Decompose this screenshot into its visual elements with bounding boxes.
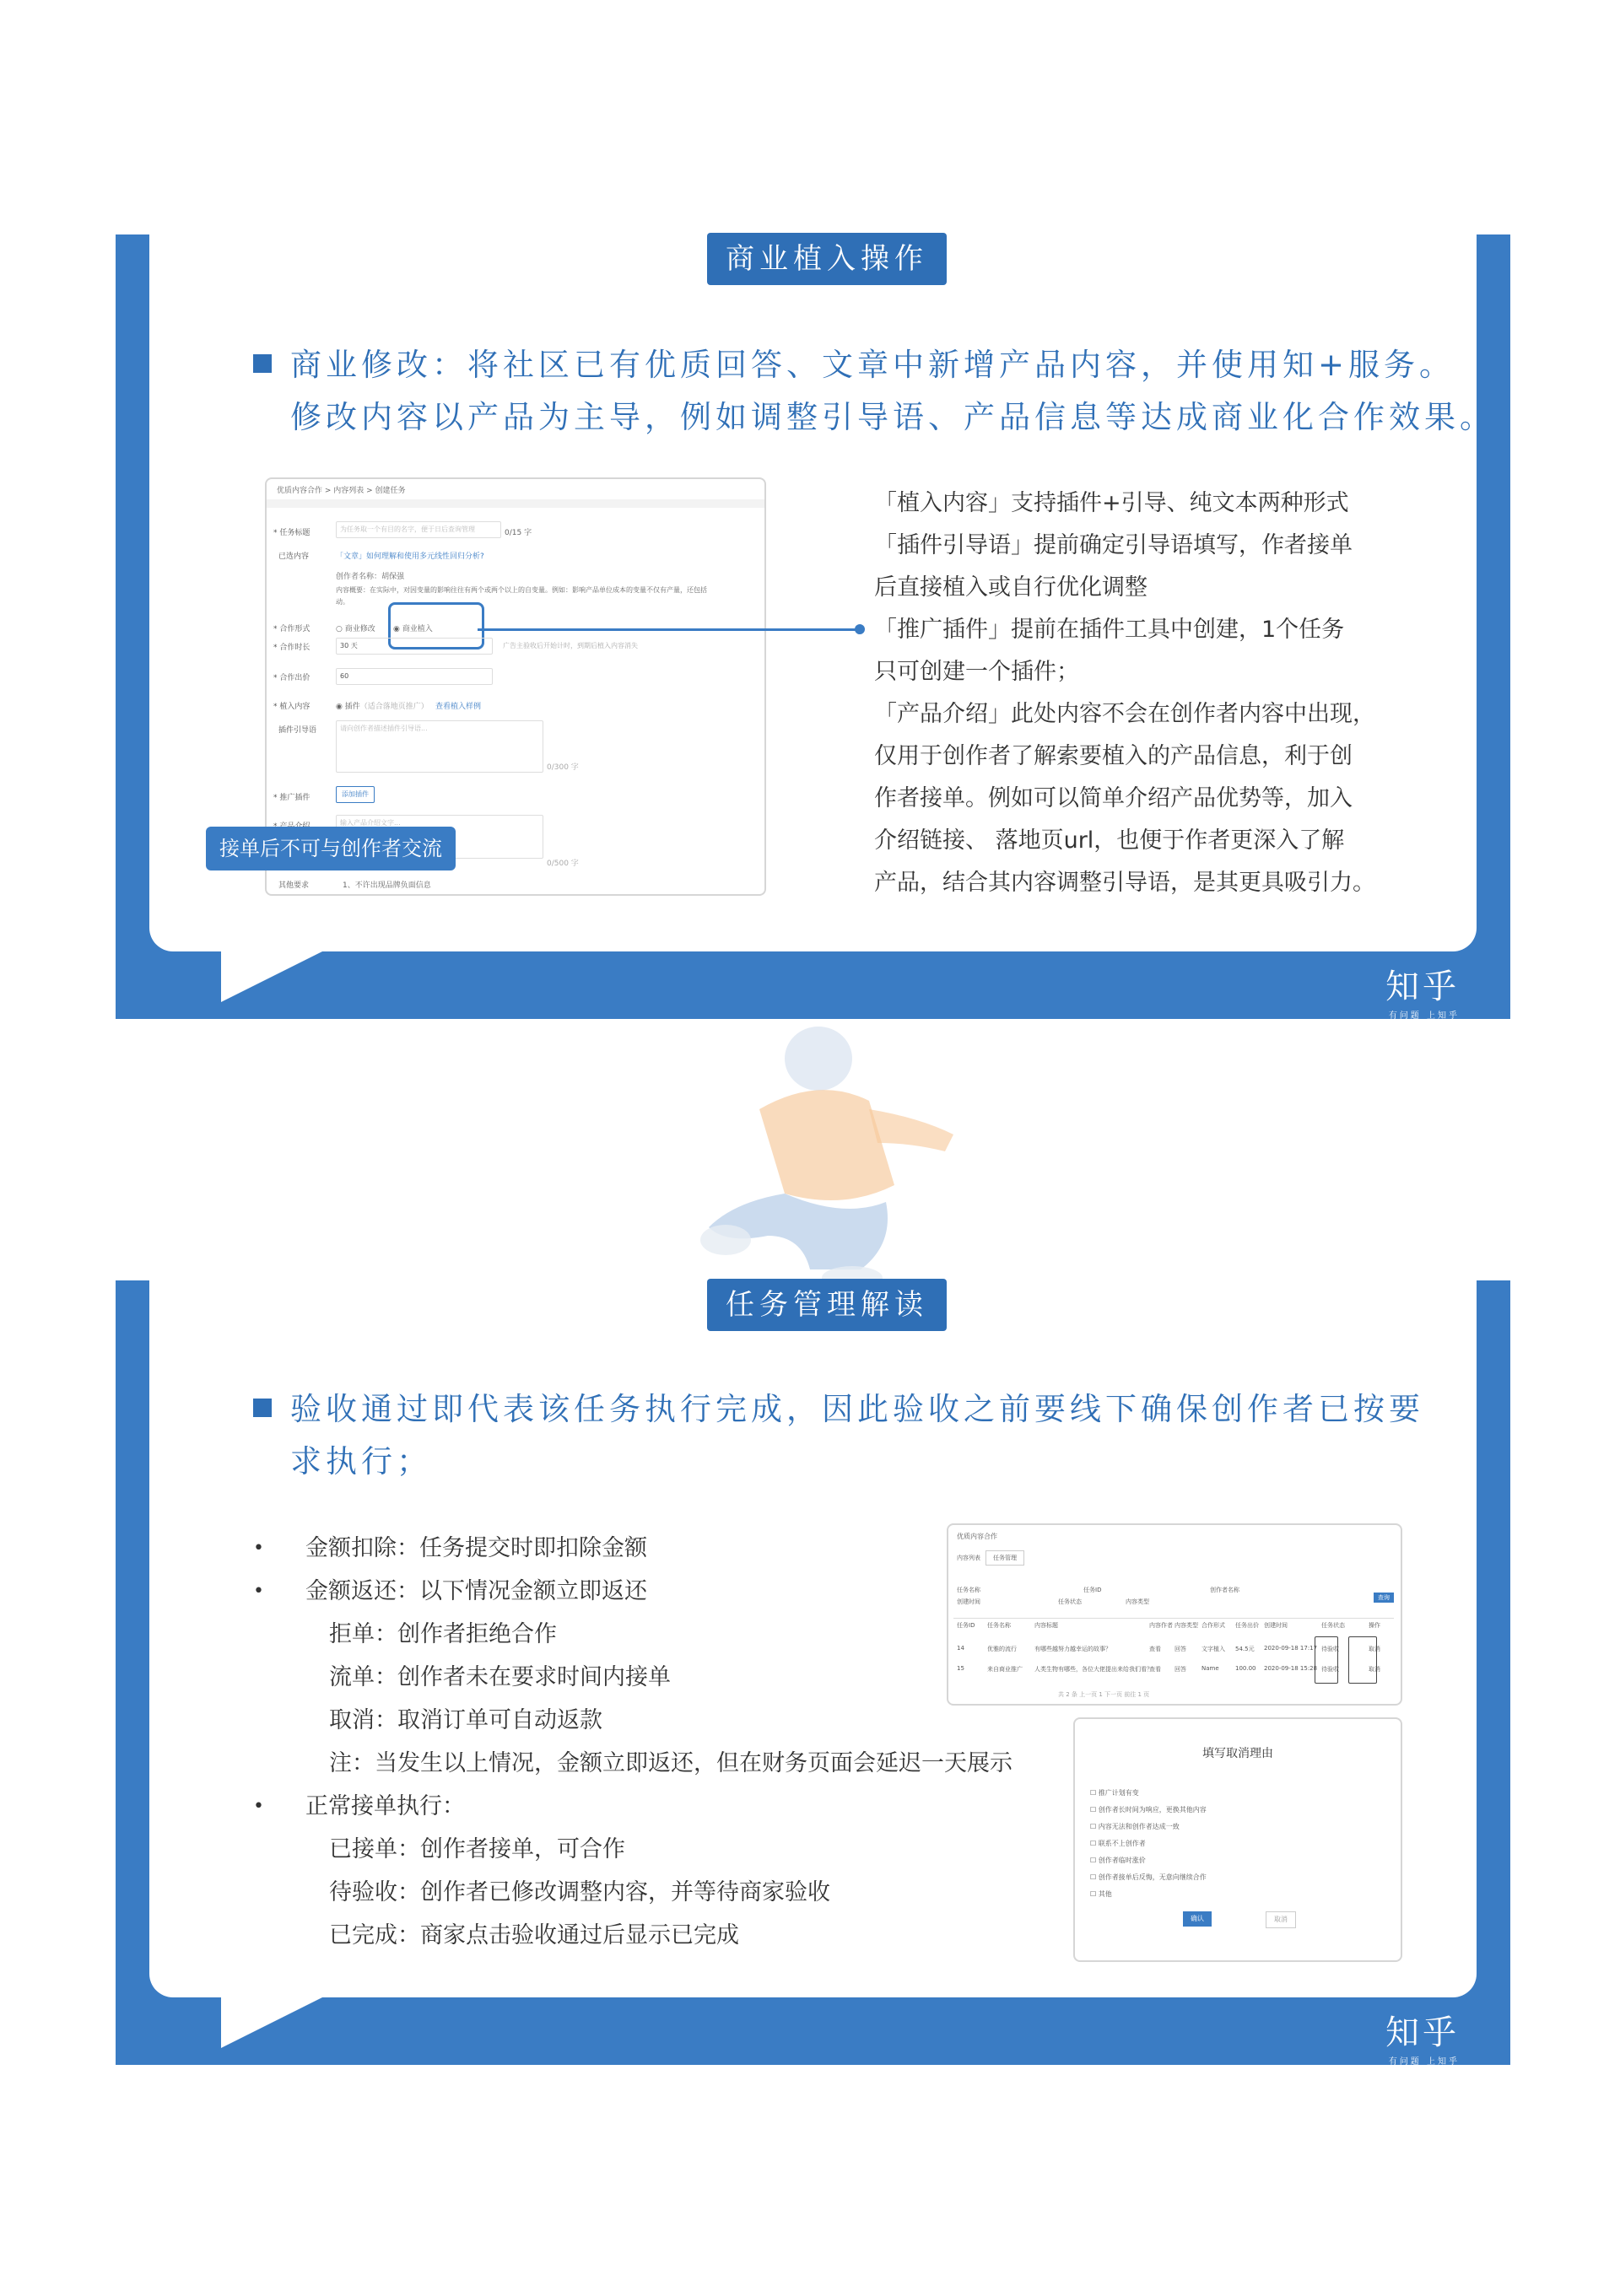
filter-task-status: 任务状态 (1058, 1598, 1082, 1605)
heading-bullet-icon (253, 354, 272, 373)
connector-line (478, 628, 859, 631)
connector-dot-icon (855, 624, 865, 634)
mock-title-input: 为任务取一个有目的名字，便于日后查询管理 (336, 521, 501, 538)
section1-heading: 商业修改：将社区已有优质回答、文章中新增产品内容，并使用知+服务。 修改内容以产品为主导，例如调整引导语、产品信息等达成商业化合作效果。 (253, 339, 1495, 444)
mock-label-duration: * 合作时长 (273, 644, 310, 652)
table-row: 14 优雅的流行 有哪些越努力越幸运的故事？ 查看 回答 文字植入 54.5元 2020-09-18 17:17 待验收 取消 (957, 1645, 1380, 1652)
section1-description: 「植入内容」支持插件+引导、纯文本两种形式 「插件引导语」提前确定引导语填写，作者接单 后直接植入或自行优化调整 「推广插件」提前在插件工具中创建，1个任务 只可创建一个插件； 「产品介绍」此处内容不会在创作者内容中出现， 仅用于创作者了解索要植入的产品信息，利于创 作者接单。例如可以简单介绍产品优势等，加入 介绍链接、 落地页url，也便于作者更深入了解 产品，结合其内容调整引导语，是其更具吸引力。 (874, 490, 1375, 896)
section2-bubble-tail (221, 1997, 322, 2048)
table-row: 15 来自商业推广 人类生物有哪些，各位大佬提出来给我们看？ 查看 回答 Name 100.00 2020-09-18 15:28 待验收 取消 (957, 1665, 1380, 1673)
mock-label-other: 其他要求 (278, 881, 310, 890)
filter-content-type: 内容类型 (1126, 1598, 1149, 1605)
mock-table-title: 优质内容合作 (957, 1533, 997, 1540)
mock-summary: 内容概要：在实际中，对因变量的影响往往有两个或两个以上的自变量。例如：影响产品单位成本的变量不仅有产量，还包括 (336, 586, 707, 594)
heading-bullet-icon (253, 1399, 272, 1417)
mock-summary-tail: 动。 (336, 598, 349, 606)
mock-label-title: * 任务标题 (273, 529, 310, 537)
bullet-dot-icon: • (253, 1796, 264, 1817)
mock-sample-link: 查看植入样例 (435, 703, 482, 711)
table-pagination: 共 2 条 上一页 1 下一页 前往 1 页 (1058, 1691, 1150, 1698)
mock-product-textarea: 输入产品介绍文字... (336, 815, 543, 859)
mock-add-plugin-button: 添加插件 (336, 786, 375, 803)
mock-price-input: 60 (336, 668, 493, 685)
dialog-cancel-button: 取消 (1266, 1911, 1296, 1928)
mock-coop-opt2: ◉ 商业植入 (393, 625, 433, 633)
mock-label-plugin: * 推广插件 (273, 794, 310, 802)
mock-guide-textarea: 请向创作者描述插件引导语... (336, 720, 543, 773)
mock-breadcrumb: 优质内容合作 > 内容列表 > 创建任务 (277, 487, 406, 495)
dialog-confirm-button: 确认 (1183, 1911, 1212, 1927)
mock-product-count: 0/500 字 (547, 860, 579, 868)
mock-duration-hint: 广告主验收后开始计时，到期后植入内容消失 (503, 642, 638, 649)
mock-other-value: 1、不许出现品牌负面信息 (343, 881, 431, 890)
section2-list: • 金额扣除：任务提交时即扣除金额 • 金额返还：以下情况金额立即返还 拒单：创作者拒绝合作 流单：创作者未在要求时间内接单 取消：取消订单可自动返款 注：当发生以上情况，金额立即返还，但在财务页面会延迟一天展示 • 正常接单执行： 已接单：创作者接单，可合作 待验收：创作者已修改调整内容，并等待商家验收 已完成：商家点击验收通过后显示已完成 (253, 1527, 1055, 1948)
filter-creator: 创作者名称 (1210, 1587, 1239, 1593)
running-person-illustration (675, 1016, 962, 1295)
mock-author: 创作者名称：胡保强 (336, 573, 405, 581)
mock-selected-content: 「文章」如何理解和使用多元线性回归分析? (336, 552, 484, 561)
filter-task-name: 任务名称 (957, 1587, 980, 1593)
task-management-table-mock (947, 1523, 1402, 1706)
mock-duration-input: 30 天 (336, 638, 493, 655)
cancel-highlight-box (1348, 1636, 1377, 1684)
mock-query-button: 查询 (1374, 1593, 1394, 1603)
bullet-dot-icon: • (253, 1538, 264, 1559)
mock-label-implant: * 植入内容 (273, 703, 310, 711)
filter-task-id: 任务ID (1083, 1587, 1102, 1593)
zhihu-logo: 知乎 有问题 上知乎 (1385, 967, 1460, 1021)
zhihu-logo: 知乎 有问题 上知乎 (1385, 2013, 1460, 2067)
dialog-options: ☐ 推广计划有变 ☐ 创作者长时间为响应，更换其他内容 ☐ 内容无法和创作者达成一致 ☐ 联系不上创作者 ☐ 创作者临时涨价 ☐ 创作者接单后反悔，无意向继续合作 ☐ 其他 (1090, 1789, 1207, 1898)
bullet-dot-icon: • (253, 1581, 264, 1602)
filter-created-time: 创建时间 (957, 1598, 980, 1605)
tooltip-no-communication: 接单后不可与创作者交流 (206, 827, 456, 870)
mock-label-price: * 合作出价 (273, 674, 310, 682)
tab-task-management: 任务管理 (986, 1550, 1024, 1566)
mock-coop-opt1: ○ 商业修改 (336, 625, 375, 633)
mock-implant-opt: ◉ 插件（适合落地页推广） (336, 703, 429, 711)
section2-tag: 任务管理解读 (707, 1279, 947, 1331)
tab-content-list: 内容列表 (957, 1555, 980, 1561)
mock-title-count: 0/15 字 (505, 529, 532, 537)
table-header: 任务ID 任务名称 内容标题 内容作者 内容类型 合作形式 任务出价 创建时间 任务状态 操作 (957, 1622, 1380, 1629)
status-highlight-box (1315, 1636, 1338, 1684)
mock-guide-count: 0/300 字 (547, 763, 579, 772)
section1-tag: 商业植入操作 (707, 233, 947, 285)
mock-label-coop: * 合作形式 (273, 625, 310, 633)
section2-heading: 验收通过即代表该任务执行完成，因此验收之前要线下确保创作者已按要 求执行； (253, 1383, 1424, 1488)
section1-bubble-tail (221, 951, 322, 1002)
dialog-title: 填写取消理由 (1202, 1747, 1273, 1760)
mock-label-guide: 插件引导语 (278, 726, 317, 735)
cancel-reason-dialog-mock (1073, 1717, 1402, 1962)
mock-label-content: 已选内容 (278, 552, 310, 561)
